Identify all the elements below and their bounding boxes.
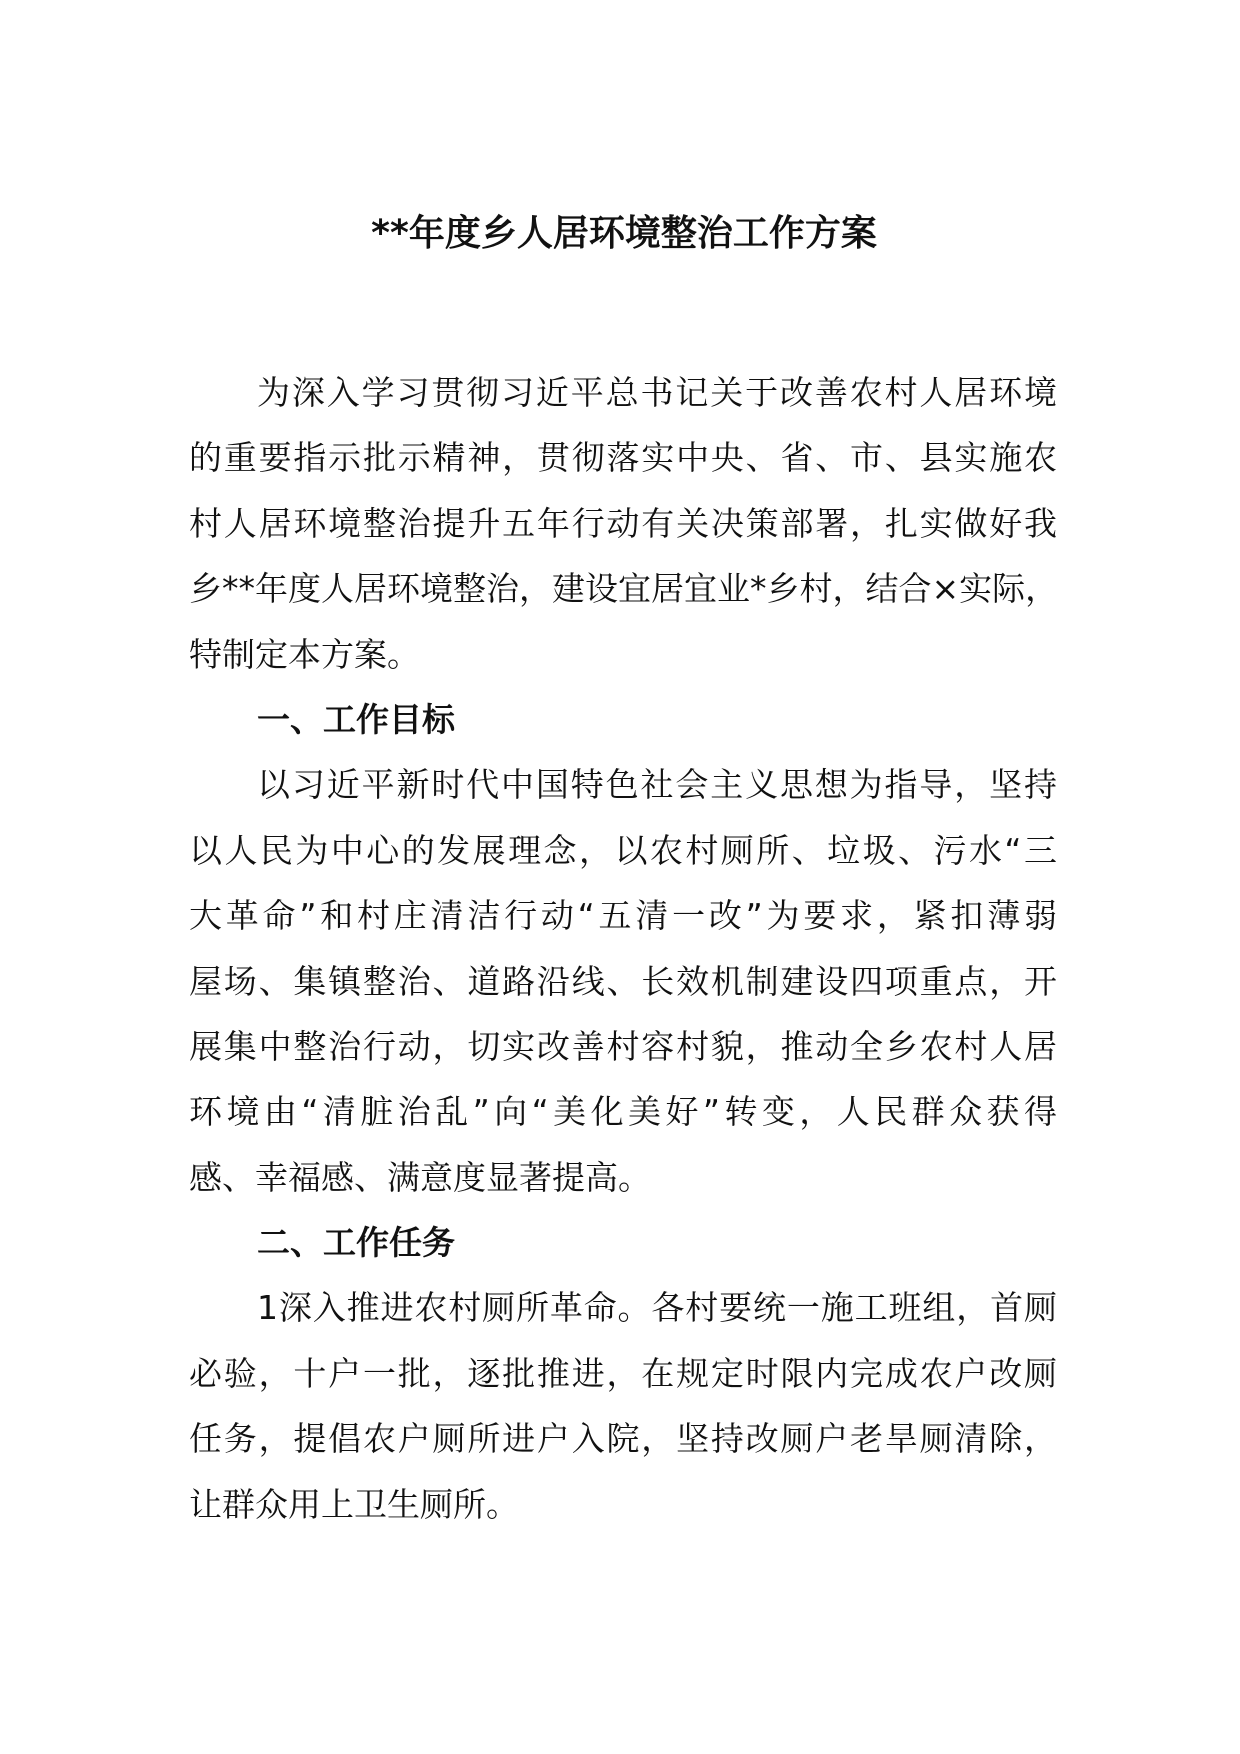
text-line: 以习近平新时代中国特色社会主义思想为指导，坚持: [257, 765, 1057, 805]
section-heading-tasks: 二、工作任务: [257, 1223, 455, 1263]
text-line: 感、幸福感、满意度显著提高。: [189, 1157, 651, 1197]
text-line: 屋场、集镇整治、道路沿线、长效机制建设四项重点，开: [189, 961, 1057, 1001]
text-line: 为深入学习贯彻习近平总书记关于改善农村人居环境: [257, 373, 1057, 412]
text-line: 必验，十户一批，逐批推进，在规定时限内完成农户改厕: [189, 1353, 1057, 1393]
text-line: 1深入推进农村厕所革命。各村要统一施工班组，首厕: [257, 1288, 1057, 1328]
text-line: 特制定本方案。: [189, 634, 420, 674]
intro-paragraph: [189, 360, 1057, 1537]
text-line: 环境由“清脏治乱”向“美化美好”转变，人民群众获得: [189, 1092, 1057, 1132]
text-line: 任务，提倡农户厕所进户入院，坚持改厕户老旱厕清除，: [189, 1419, 1057, 1459]
document-title: **年度乡人居环境整治工作方案: [371, 213, 877, 254]
text-line: 乡**年度人居环境整治，建设宜居宜业*乡村，结合×实际，: [189, 569, 1059, 609]
text-line: 大革命”和村庄清洁行动“五清一改”为要求，紧扣薄弱: [189, 896, 1057, 936]
section-heading-goals: 一、工作目标: [257, 699, 455, 739]
text-line: 的重要指示批示精神，贯彻落实中央、省、市、县实施农: [189, 438, 1057, 478]
text-line: 村人居环境整治提升五年行动有关决策部署，扎实做好我: [189, 503, 1057, 543]
text-line: 让群众用上卫生厕所。: [189, 1484, 519, 1524]
text-line: 展集中整治行动，切实改善村容村貌，推动全乡农村人居: [189, 1026, 1057, 1066]
text-line: 以人民为中心的发展理念，以农村厕所、垃圾、污水“三: [189, 830, 1057, 870]
